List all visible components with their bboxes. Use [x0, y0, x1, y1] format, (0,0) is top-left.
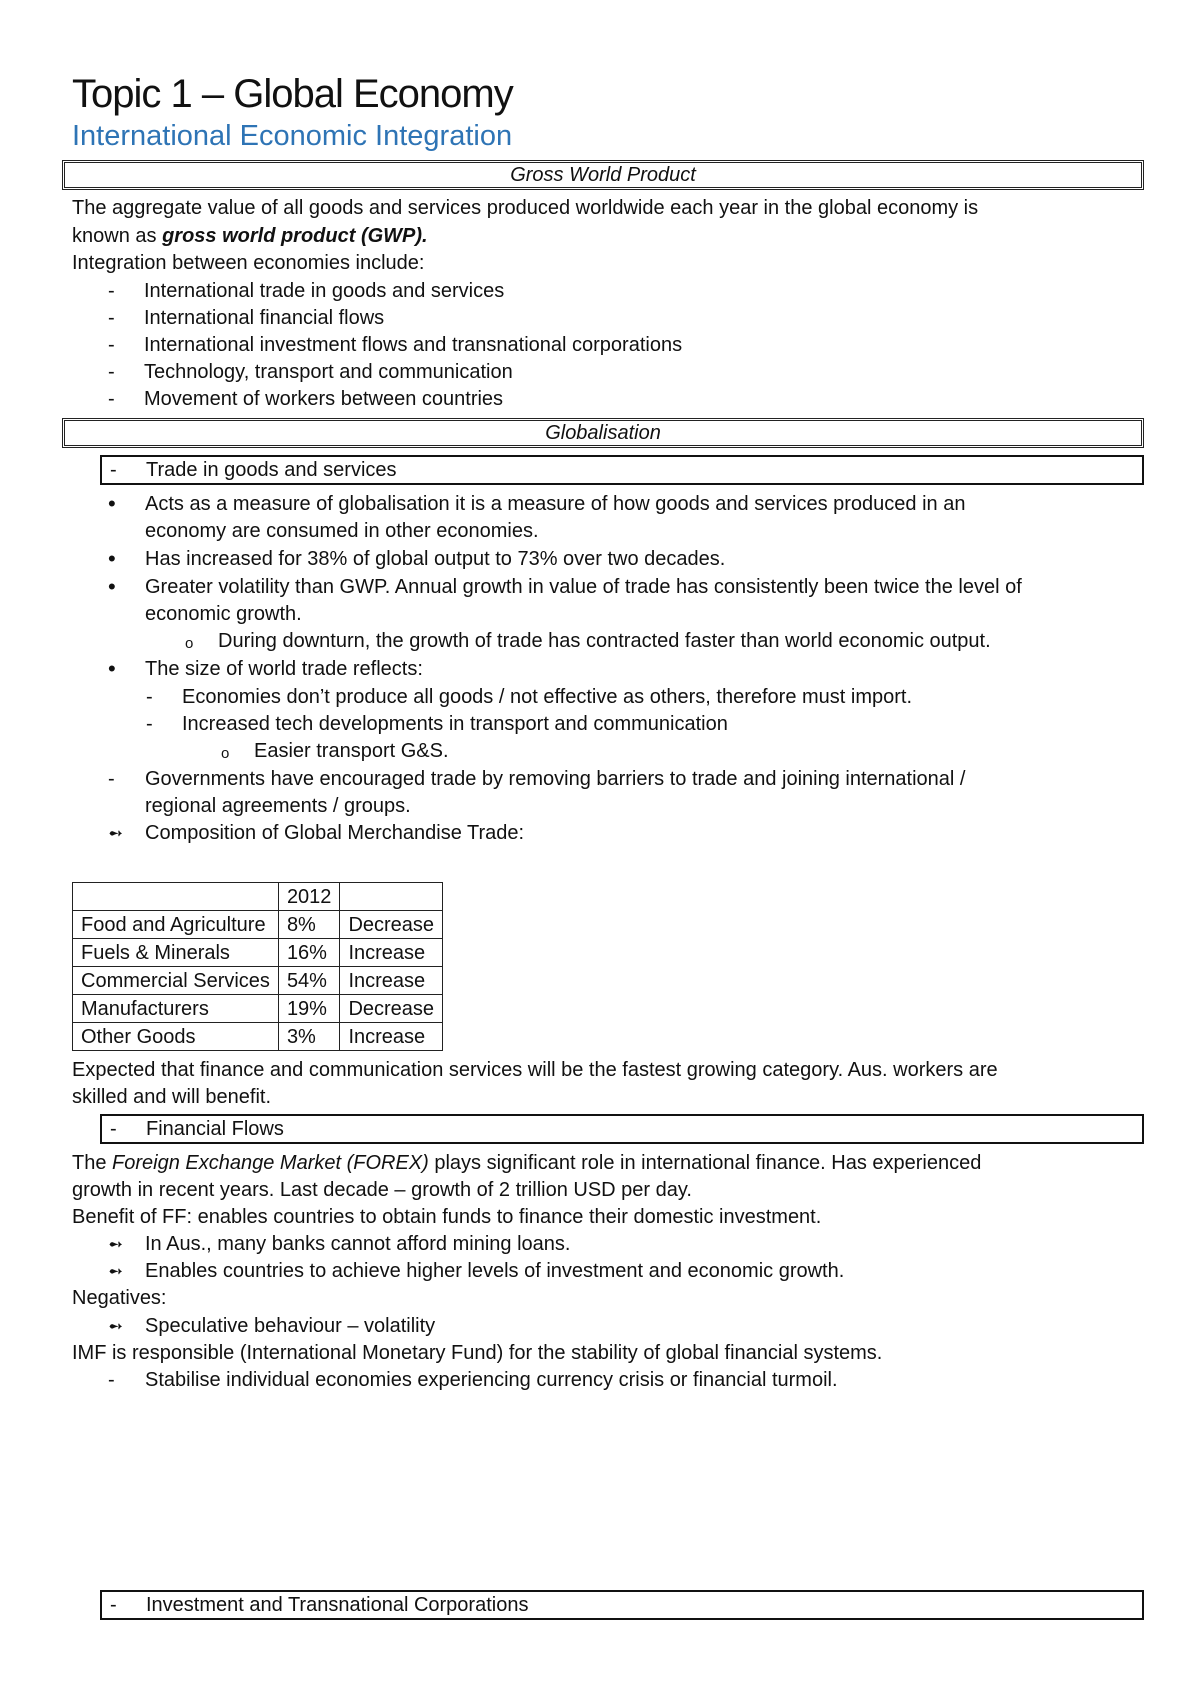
- subsection-trade: [100, 455, 1144, 485]
- imf-item: Stabilise individual economies experiencing currency crisis or financial turmoil.: [145, 1369, 838, 1391]
- negatives-label: Negatives:: [72, 1287, 167, 1309]
- table-cell: Increase: [340, 1023, 443, 1051]
- list-item: International trade in goods and services: [144, 280, 505, 302]
- trade-bullet-3-cont: economic growth.: [145, 603, 302, 625]
- list-item: Technology, transport and communication: [144, 361, 513, 383]
- forex-text-pre: The: [72, 1152, 113, 1174]
- table-cell: 3%: [278, 1023, 340, 1051]
- table-header-cell: [73, 883, 279, 911]
- table-cell: Other Goods: [73, 1023, 279, 1051]
- dash-marker: -: [108, 361, 115, 383]
- table-cell: 19%: [278, 995, 340, 1023]
- dash-marker: -: [108, 388, 115, 410]
- table-header-row: [73, 883, 443, 911]
- table-cell: Commercial Services: [73, 967, 279, 995]
- table-row: [73, 939, 443, 967]
- arrow-marker: ➻: [108, 1261, 124, 1281]
- page-title: Topic 1 – Global Economy: [72, 72, 513, 116]
- gwp-paragraph-text: known as: [72, 225, 163, 247]
- benefit-line: Benefit of FF: enables countries to obtain funds to finance their domestic investment.: [72, 1206, 822, 1228]
- arrow-marker: ➻: [108, 1234, 124, 1254]
- bullet-marker: •: [108, 491, 116, 516]
- dash-marker: -: [110, 1118, 117, 1140]
- forex-line-cont: growth in recent years. Last decade – growth of 2 trillion USD per day.: [72, 1179, 692, 1201]
- dash-marker: -: [108, 768, 115, 790]
- table-row: [73, 911, 443, 939]
- governments-line-cont: regional agreements / groups.: [145, 795, 411, 817]
- imf-line: IMF is responsible (International Monetary Fund) for the stability of global financial systems.: [72, 1342, 883, 1364]
- list-item: International investment flows and transnational corporations: [144, 334, 683, 356]
- trade-bullet-1: Acts as a measure of globalisation it is a measure of how goods and services produced in an: [145, 493, 966, 515]
- gwp-term: gross world product (GWP).: [162, 225, 428, 247]
- circle-marker: o: [185, 635, 194, 652]
- table-cell: Decrease: [340, 911, 443, 939]
- benefit-item: In Aus., many banks cannot afford mining loans.: [145, 1233, 571, 1255]
- arrow-marker: ➻: [108, 1316, 124, 1336]
- gwp-paragraph-line2: [72, 223, 428, 250]
- benefit-item: Enables countries to achieve higher levels of investment and economic growth.: [145, 1260, 845, 1282]
- section-header-gwp: Gross World Product: [62, 160, 1144, 190]
- dash-marker: -: [110, 459, 117, 481]
- dash-marker: -: [146, 686, 153, 708]
- table-header-cell: 2012: [278, 883, 340, 911]
- dash-marker: -: [108, 280, 115, 302]
- table-row: [73, 1023, 443, 1051]
- dash-marker: -: [146, 713, 153, 735]
- composition-table: [72, 882, 443, 1051]
- gwp-paragraph-line1: The aggregate value of all goods and services produced worldwide each year in the global economy is: [72, 197, 979, 219]
- table-cell: Manufacturers: [73, 995, 279, 1023]
- table-header-cell: [340, 883, 443, 911]
- section-header-globalisation: Globalisation: [62, 418, 1144, 448]
- trade-bullet-4-sub: Easier transport G&S.: [254, 740, 449, 762]
- subsection-title: Trade in goods and services: [146, 459, 397, 481]
- subsection-financial-flows: [100, 1114, 1144, 1144]
- trade-bullet-2: Has increased for 38% of global output to 73% over two decades.: [145, 548, 726, 570]
- forex-text-post: plays significant role in international finance. Has experienced: [428, 1152, 982, 1174]
- table-cell: 16%: [278, 939, 340, 967]
- page-subtitle: International Economic Integration: [72, 120, 513, 152]
- dash-marker: -: [108, 307, 115, 329]
- table-row: [73, 995, 443, 1023]
- expectation-line-cont: skilled and will benefit.: [72, 1086, 271, 1108]
- bullet-marker: •: [108, 546, 116, 571]
- arrow-marker: ➻: [108, 823, 124, 843]
- gwp-intro: Integration between economies include:: [72, 252, 425, 274]
- composition-heading: Composition of Global Merchandise Trade:: [145, 822, 525, 844]
- expectation-line: Expected that finance and communication services will be the fastest growing category. Aus. workers are: [72, 1059, 998, 1081]
- trade-bullet-4: The size of world trade reflects:: [145, 658, 423, 680]
- bullet-marker: •: [108, 574, 116, 599]
- trade-bullet-4-dash-2: Increased tech developments in transport and communication: [182, 713, 728, 735]
- dash-marker: -: [110, 1594, 117, 1616]
- table-cell: 8%: [278, 911, 340, 939]
- table-cell: Increase: [340, 939, 443, 967]
- trade-bullet-1-cont: economy are consumed in other economies.: [145, 520, 539, 542]
- table-cell: Decrease: [340, 995, 443, 1023]
- bullet-marker: •: [108, 656, 116, 681]
- table-cell: Food and Agriculture: [73, 911, 279, 939]
- circle-marker: o: [221, 745, 230, 762]
- subsection-title: Financial Flows: [146, 1118, 284, 1140]
- dash-marker: -: [108, 1369, 115, 1391]
- subsection-title: Investment and Transnational Corporations: [146, 1594, 529, 1616]
- dash-marker: -: [108, 334, 115, 356]
- trade-bullet-3: Greater volatility than GWP. Annual growth in value of trade has consistently been twice the level of: [145, 576, 1022, 598]
- governments-line: Governments have encouraged trade by removing barriers to trade and joining international /: [145, 768, 966, 790]
- table-cell: Fuels & Minerals: [73, 939, 279, 967]
- table-row: [73, 967, 443, 995]
- list-item: International financial flows: [144, 307, 385, 329]
- list-item: Movement of workers between countries: [144, 388, 504, 410]
- table-cell: Increase: [340, 967, 443, 995]
- negative-item: Speculative behaviour – volatility: [145, 1315, 436, 1337]
- trade-bullet-4-dash-1: Economies don’t produce all goods / not effective as others, therefore must import.: [182, 686, 913, 708]
- table-cell: 54%: [278, 967, 340, 995]
- trade-bullet-3-sub: During downturn, the growth of trade has contracted faster than world economic output.: [218, 630, 991, 652]
- forex-term: Foreign Exchange Market (FOREX): [112, 1152, 429, 1174]
- forex-line: [72, 1150, 981, 1177]
- subsection-investment: [100, 1590, 1144, 1620]
